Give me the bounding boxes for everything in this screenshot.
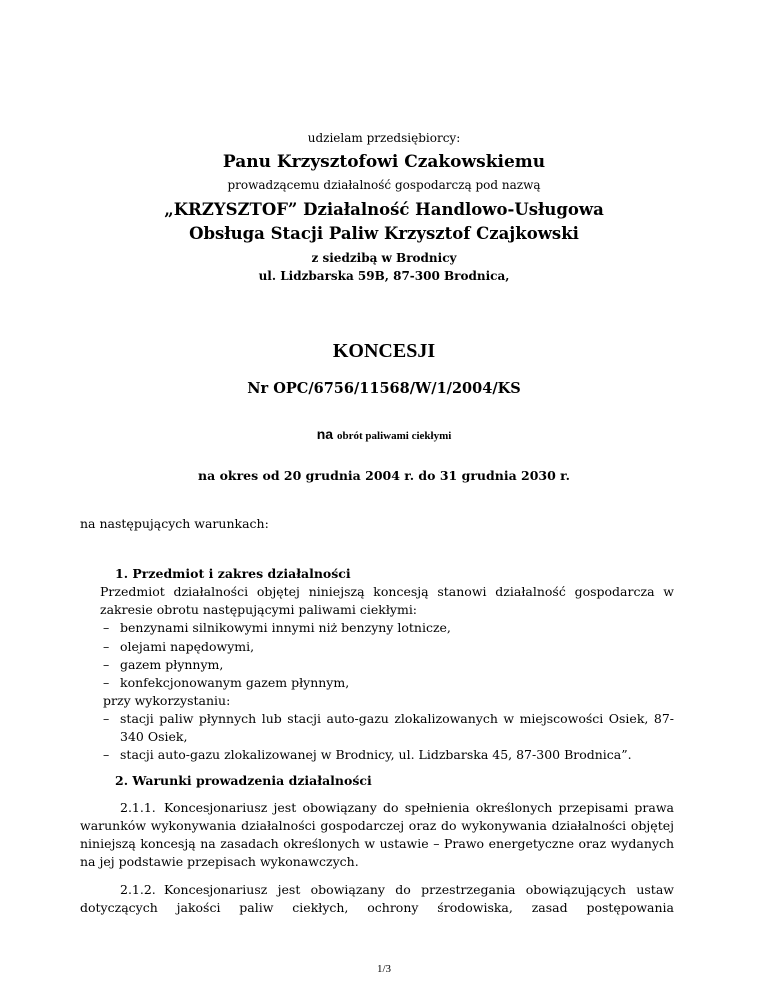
conditions-intro: na następujących warunkach: bbox=[80, 516, 269, 531]
trade-line: prowadzącemu działalność gospodarczą pod nazwą bbox=[227, 178, 541, 193]
paragraph-number: 2.1.1. bbox=[120, 799, 156, 815]
seat-line-1: z siedzibą w Brodnicy bbox=[311, 250, 457, 265]
concession-period: na okres od 20 grudnia 2004 r. do 31 grudnia 2030 r. bbox=[198, 467, 570, 483]
recipient-name: Panu Krzysztofowi Czakowskiemu bbox=[222, 152, 546, 173]
paragraph-number: 2.1.2. bbox=[120, 882, 156, 897]
scope-text: obrót paliwami ciekłymi bbox=[337, 430, 452, 443]
list-item: – olejami napędowymi, bbox=[103, 638, 255, 654]
seat-line-2: ul. Lidzbarska 59B, 87-300 Brodnica, bbox=[258, 268, 510, 283]
company-name-line-2: Obsługa Stacji Paliw Krzysztof Czajkowski bbox=[189, 223, 579, 243]
usage-intro: przy wykorzystaniu: bbox=[103, 692, 231, 708]
company-name-line-1: „KRZYSZTOF” Działalność Handlowo-Usługowa bbox=[164, 200, 604, 220]
page-number: 1/3 bbox=[376, 963, 392, 975]
list-item: – stacji paliw płynnych lub stacji auto-gazu zlokalizowanych w miejscowości Osiek, 87-340 Osiek, bbox=[103, 711, 674, 745]
document-body bbox=[80, 565, 674, 917]
concession-number: Nr OPC/6756/11568/W/1/2004/KS bbox=[247, 380, 521, 397]
concession-scope bbox=[0, 424, 768, 445]
scope-prefix: na bbox=[316, 426, 334, 443]
fuel-list bbox=[100, 619, 674, 692]
station-list bbox=[100, 710, 674, 764]
section-1-heading: 1. Przedmiot i zakres działalności bbox=[115, 566, 351, 581]
concession-title: KONCESJI bbox=[332, 340, 436, 362]
list-item: – benzynami silnikowymi innymi niż benzyny lotnicze, bbox=[103, 620, 451, 636]
list-item: – gazem płynnym, bbox=[103, 656, 224, 672]
list-item: – stacji auto-gazu zlokalizowanej w Brodnicy, ul. Lidzbarska 45, 87-300 Brodnica”. bbox=[103, 747, 632, 763]
section-2-heading: 2. Warunki prowadzenia działalności bbox=[115, 773, 372, 789]
grant-line: udzielam przedsiębiorcy: bbox=[307, 131, 461, 145]
list-item: – konfekcjonowanym gazem płynnym, bbox=[103, 674, 350, 690]
section-1-intro: Przedmiot działalności objętej niniejszą koncesją stanowi działalność gospodarcza w zakresie obrotu następującymi paliwami ciekłymi: bbox=[100, 584, 674, 618]
concession-title-block bbox=[0, 337, 768, 485]
paragraph-2-1-1: 2.1.1. Koncesjonariusz jest obowiązany do spełnienia określonych przepisami prawa warunków wykonywania działalności gospodarczej oraz do wykonywania działalności objętej niniejszą koncesją na zasadach określonych w ustawie – Prawo energetyczne oraz wydanych na jej podstawie przepisach wykonawczych. bbox=[80, 799, 674, 869]
recipient-header bbox=[0, 130, 768, 285]
paragraph-2-1-2: 2.1.2. Koncesjonariusz jest obowiązany do przestrzegania obowiązujących ustaw dotyczących jakości paliw ciekłych, ochrony środowiska, zasad postępowania bbox=[80, 882, 674, 916]
